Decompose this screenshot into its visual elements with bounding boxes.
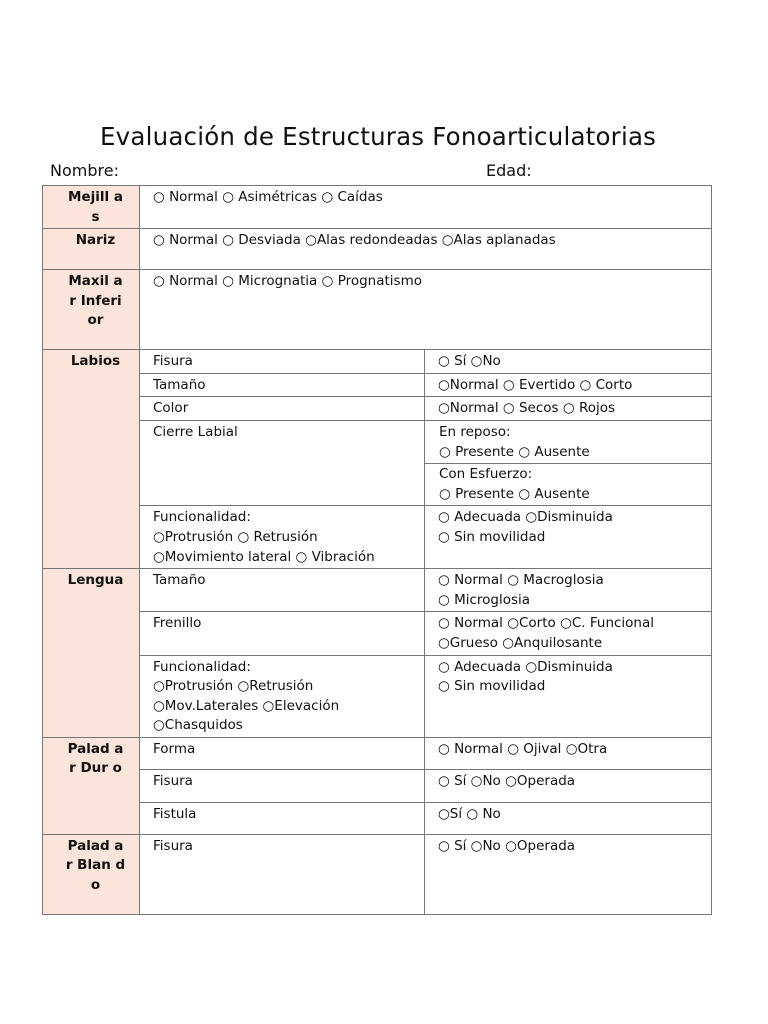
lengua-frenillo-opt2[interactable]: ○Grueso ○Anquilosante: [438, 634, 603, 651]
row-labios-color: [43, 397, 712, 421]
labios-funcionalidad-options: [425, 506, 712, 569]
row-labios-tamano: [43, 373, 712, 397]
lengua-tamano-opt1[interactable]: ○ Normal ○ Macroglosia: [438, 572, 604, 589]
paladar-duro-forma-label: Forma: [140, 737, 425, 769]
row-paladar-duro-forma: [43, 737, 712, 769]
lengua-funcionalidad-label: Funcionalidad:: [153, 658, 251, 675]
section-labios: [43, 350, 140, 569]
section-label: Nariz: [75, 232, 116, 249]
row-paladar-blando-fisura: [43, 834, 712, 914]
labios-color-label: Color: [140, 397, 425, 421]
row-paladar-duro-fisura: [43, 769, 712, 802]
labios-func-opt1[interactable]: ○ Adecuada ○Disminuida: [438, 509, 613, 526]
cierre-esfuerzo-options[interactable]: ○ Presente ○ Ausente: [439, 485, 590, 502]
lengua-func-opt1[interactable]: ○ Adecuada ○Disminuida: [438, 658, 613, 675]
labios-func-opt2[interactable]: ○ Sin movilidad: [438, 528, 546, 545]
section-label: Palad ar Dur o: [67, 740, 124, 777]
paladar-duro-fistula-label: Fistula: [140, 802, 425, 834]
row-nariz: [43, 229, 712, 270]
lengua-funcionalidad-line1[interactable]: ○Protrusión ○Retrusión: [153, 678, 314, 695]
lengua-frenillo-label: Frenillo: [140, 612, 425, 655]
nombre-label: Nombre:: [50, 161, 119, 180]
row-labios-funcionalidad: [43, 506, 712, 569]
paladar-duro-forma-options[interactable]: ○ Normal ○ Ojival ○Otra: [425, 737, 712, 769]
row-maxilar: [43, 270, 712, 350]
section-maxilar: [43, 270, 140, 350]
section-label: Palad ar Blan do: [65, 837, 126, 894]
labios-color-options[interactable]: ○Normal ○ Secos ○ Rojos: [425, 397, 712, 421]
section-lengua: [43, 569, 140, 738]
labios-tamano-label: Tamaño: [140, 373, 425, 397]
section-mejillas: [43, 186, 140, 229]
section-label: Lengua: [67, 572, 124, 589]
lengua-frenillo-opt1[interactable]: ○ Normal ○Corto ○C. Funcional: [438, 615, 655, 632]
labios-fisura-label: Fisura: [140, 350, 425, 374]
nariz-options[interactable]: ○ Normal ○ Desviada ○Alas redondeadas ○Alas aplanadas: [140, 229, 712, 270]
paladar-duro-fisura-options[interactable]: ○ Sí ○No ○Operada: [425, 769, 712, 802]
lengua-funcionalidad-line2[interactable]: ○Mov.Laterales ○Elevación: [153, 697, 340, 714]
page-title: Evaluación de Estructuras Fonoarticulatorias: [100, 122, 657, 151]
cierre-reposo-block: [425, 421, 711, 463]
row-paladar-duro-fistula: [43, 802, 712, 834]
section-label: Maxil ar Inferi or: [68, 273, 123, 329]
labios-funcionalidad-cell: [140, 506, 425, 569]
row-labios-cierre: [43, 420, 712, 505]
row-lengua-funcionalidad: [43, 655, 712, 737]
labios-cierre-options: [425, 420, 712, 505]
row-lengua-tamano: [43, 569, 712, 612]
paladar-blando-fisura-options[interactable]: ○ Sí ○No ○Operada: [425, 834, 712, 914]
cierre-reposo-label: En reposo:: [439, 423, 511, 440]
row-lengua-frenillo: [43, 612, 712, 655]
cierre-esfuerzo-label: Con Esfuerzo:: [439, 466, 533, 483]
edad-label: Edad:: [486, 161, 532, 180]
section-label: Labios: [70, 353, 121, 370]
labios-tamano-options[interactable]: ○Normal ○ Evertido ○ Corto: [425, 373, 712, 397]
lengua-tamano-label: Tamaño: [140, 569, 425, 612]
paladar-blando-fisura-label: Fisura: [140, 834, 425, 914]
labios-funcionalidad-line1[interactable]: ○Protrusión ○ Retrusión: [153, 528, 318, 545]
lengua-func-opt2[interactable]: ○ Sin movilidad: [438, 678, 546, 695]
paladar-duro-fisura-label: Fisura: [140, 769, 425, 802]
labios-cierre-label: Cierre Labial: [140, 420, 425, 505]
paladar-duro-fistula-options[interactable]: ○Sí ○ No: [425, 802, 712, 834]
evaluation-table: [42, 185, 712, 915]
cierre-reposo-options[interactable]: ○ Presente ○ Ausente: [439, 443, 590, 460]
lengua-tamano-options: [425, 569, 712, 612]
labios-funcionalidad-label: Funcionalidad:: [153, 509, 251, 526]
section-paladar-blando: [43, 834, 140, 914]
labios-funcionalidad-line2[interactable]: ○Movimiento lateral ○ Vibración: [153, 548, 375, 565]
lengua-funcionalidad-options: [425, 655, 712, 737]
mejillas-options[interactable]: ○ Normal ○ Asimétricas ○ Caídas: [140, 186, 712, 229]
section-label: Mejill as: [68, 189, 123, 225]
section-nariz: [43, 229, 140, 270]
lengua-frenillo-options: [425, 612, 712, 655]
lengua-tamano-opt2[interactable]: ○ Microglosia: [438, 591, 531, 608]
cierre-esfuerzo-block: [425, 463, 711, 505]
lengua-funcionalidad-cell: [140, 655, 425, 737]
row-mejillas: [43, 186, 712, 229]
section-paladar-duro: [43, 737, 140, 834]
row-labios-fisura: [43, 350, 712, 374]
maxilar-options[interactable]: ○ Normal ○ Micrognatia ○ Prognatismo: [140, 270, 712, 350]
lengua-funcionalidad-line3[interactable]: ○Chasquidos: [153, 717, 243, 734]
labios-fisura-options[interactable]: ○ Sí ○No: [425, 350, 712, 374]
